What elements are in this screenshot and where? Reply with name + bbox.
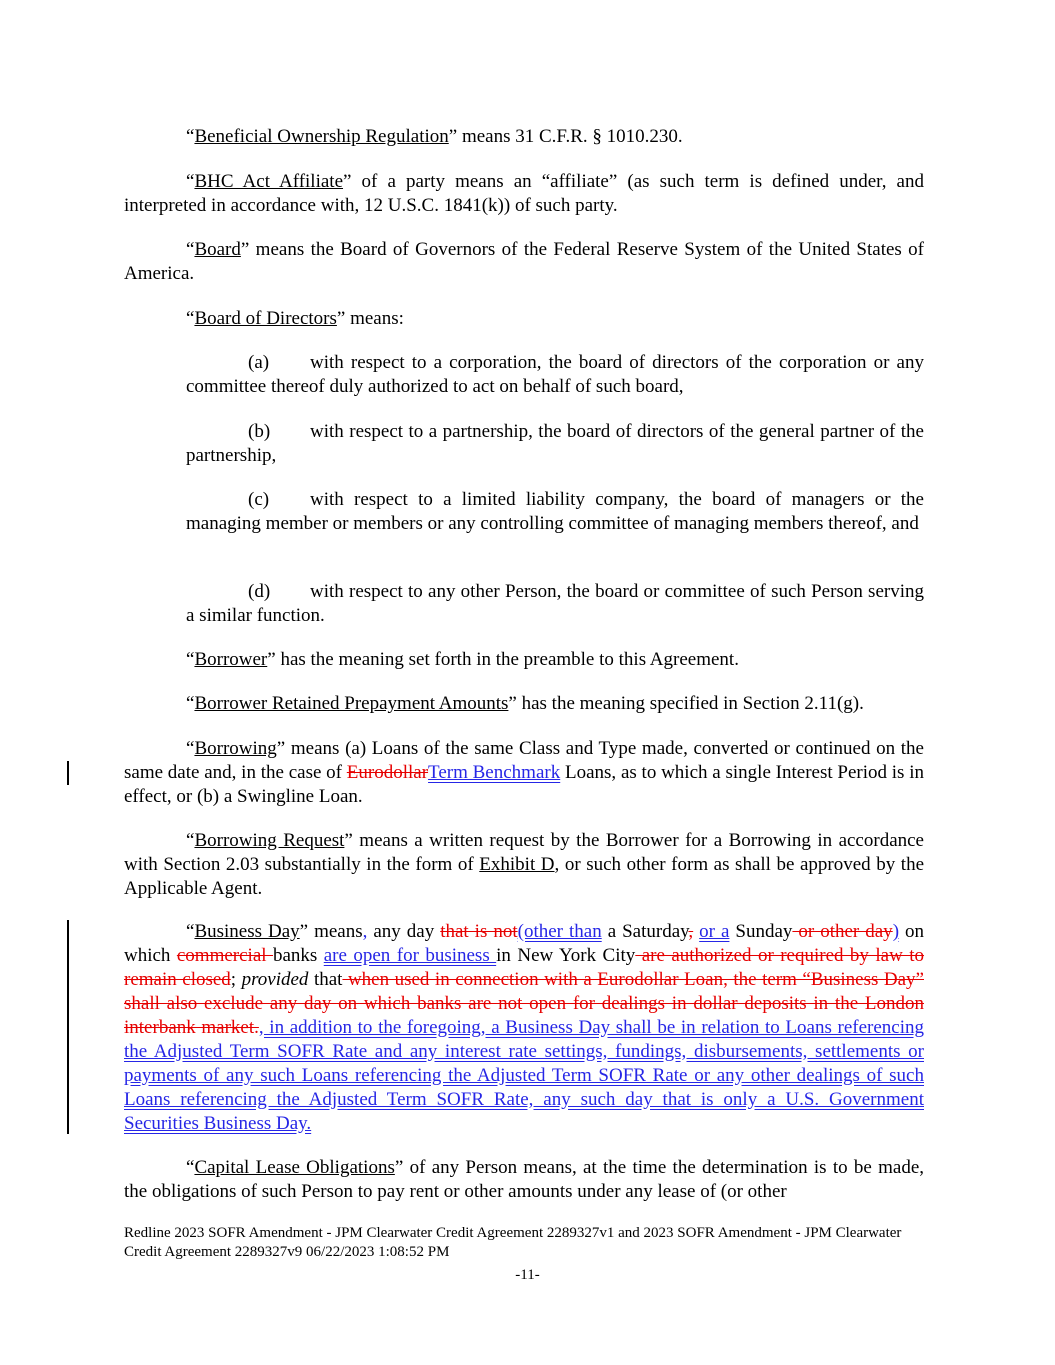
deleted-text: Eurodollar bbox=[346, 762, 429, 783]
deleted-text: , bbox=[688, 921, 694, 942]
deleted-text: commercial bbox=[176, 945, 273, 966]
list-item: (a) with respect to a corporation, the board of directors of the corporation or any committee thereof duly authorized to act on behalf of such board, bbox=[186, 352, 924, 397]
inserted-text: are open for business bbox=[323, 945, 497, 966]
definition-capital-lease-obligations: “Capital Lease Obligations” of any Person means, at the time the determination is to be made, the obligations of such Person to pay rent or other amounts under any lease of (or other bbox=[124, 1157, 924, 1202]
change-bar bbox=[67, 920, 69, 1134]
page-number: -11- bbox=[515, 1267, 540, 1283]
deleted-text: or other day bbox=[792, 921, 893, 942]
exhibit-reference: Exhibit D bbox=[479, 854, 555, 875]
inserted-text: , in addition to the foregoing, a Business Day shall be in relation to Loans referencing the Adjusted Term SOFR Rate and any interest rate settings, fundings, disbursements, settlements or payments of any such Loans referencing the Adjusted Term SOFR Rate or any other dealings of such Loans referencing the Adjusted Term SOFR Rate, any such day that is only a U.S. Government Securities Business Day. bbox=[124, 1017, 924, 1134]
defined-term: Capital Lease Obligations bbox=[194, 1157, 395, 1178]
defined-term: Beneficial Ownership Regulation bbox=[194, 126, 449, 147]
page-footer: Redline 2023 SOFR Amendment - JPM Clearwater Credit Agreement 2289327v1 and 2023 SOFR Amendment - JPM Clearwater Credit Agreement 2289327v9 06/22/2023 1:08:52 PM bbox=[124, 1225, 902, 1260]
defined-term: Borrowing Request bbox=[194, 830, 345, 851]
italic-term: provided bbox=[241, 969, 309, 990]
defined-term: Board of Directors bbox=[194, 308, 337, 329]
definition-borrower: “Borrower” has the meaning set forth in the preamble to this Agreement. bbox=[186, 649, 739, 670]
list-item: (c) with respect to a limited liability company, the board of managers or the managing member or members or any controlling committee of managing members thereof, and bbox=[186, 489, 924, 534]
deleted-text: are authorized or required by law to remain closed bbox=[124, 945, 925, 990]
definition-board: “Board” means the Board of Governors of the Federal Reserve System of the United States of America. bbox=[124, 239, 924, 284]
list-item: (d) with respect to any other Person, the board or committee of such Person serving a similar function. bbox=[186, 581, 924, 626]
deleted-text: that is not bbox=[440, 921, 518, 942]
definition-board-of-directors: “Board of Directors” means: bbox=[186, 308, 404, 329]
change-bar bbox=[67, 761, 69, 785]
definition-borrower-retained-prepayment-amounts: “Borrower Retained Prepayment Amounts” has the meaning specified in Section 2.11(g). bbox=[186, 693, 864, 714]
defined-term: Borrowing bbox=[194, 738, 277, 759]
inserted-text: Term Benchmark bbox=[428, 762, 561, 783]
definition-beneficial-ownership: “Beneficial Ownership Regulation” means 31 C.F.R. § 1010.230. bbox=[186, 126, 683, 147]
defined-term: BHC Act Affiliate bbox=[194, 171, 344, 192]
inserted-text: , bbox=[362, 921, 368, 942]
inserted-text: (other than bbox=[517, 921, 602, 942]
definition-bhc-act-affiliate: “BHC Act Affiliate” of a party means an “affiliate” (as such term is defined under, and interpreted in accordance with, 12 U.S.C. 1841(k)) of such party. bbox=[124, 171, 924, 216]
defined-term: Board bbox=[194, 239, 241, 260]
inserted-text: or a bbox=[699, 921, 730, 942]
definition-business-day: “Business Day” means, any day that is not(other than a Saturday, or a Sunday or other day) on which commercial banks are open for business in New York City are authorized or required by law to remain closed; provided that when used in connection with a Eurodollar Loan, the term “Business Day” shall also exclude any day on which banks are not open for dealings in dollar deposits in the London interbank market., in addition to the foregoing, a Business Day shall be in relation to Loans referencing the Adjusted Term SOFR Rate and any interest rate settings, fundings, disbursements, settlements or payments of any such Loans referencing the Adjusted Term SOFR Rate or any other dealings of such Loans referencing the Adjusted Term SOFR Rate, any such day that is only a U.S. Government Securities Business Day. bbox=[124, 921, 925, 1134]
inserted-text: ) bbox=[892, 921, 900, 942]
defined-term: Borrower bbox=[194, 649, 268, 670]
definition-borrowing: “Borrowing” means (a) Loans of the same Class and Type made, converted or continued on the same date and, in the case of EurodollarTerm Benchmark Loans, as to which a single Interest Period is in effect, or (b) a Swingline Loan. bbox=[124, 738, 924, 807]
list-item: (b) with respect to a partnership, the board of directors of the general partner of the partnership, bbox=[186, 421, 924, 466]
defined-term: Borrower Retained Prepayment Amounts bbox=[194, 693, 509, 714]
defined-term: Business Day bbox=[194, 921, 300, 942]
deleted-text: when used in connection with a Eurodollar Loan, the term “Business Day” shall also exclude any day on which banks are not open for dealings in dollar deposits in the London interbank market. bbox=[124, 969, 924, 1038]
definition-borrowing-request: “Borrowing Request” means a written request by the Borrower for a Borrowing in accordance with Section 2.03 substantially in the form of Exhibit D, or such other form as shall be approved by the Applicable Agent. bbox=[124, 830, 925, 899]
